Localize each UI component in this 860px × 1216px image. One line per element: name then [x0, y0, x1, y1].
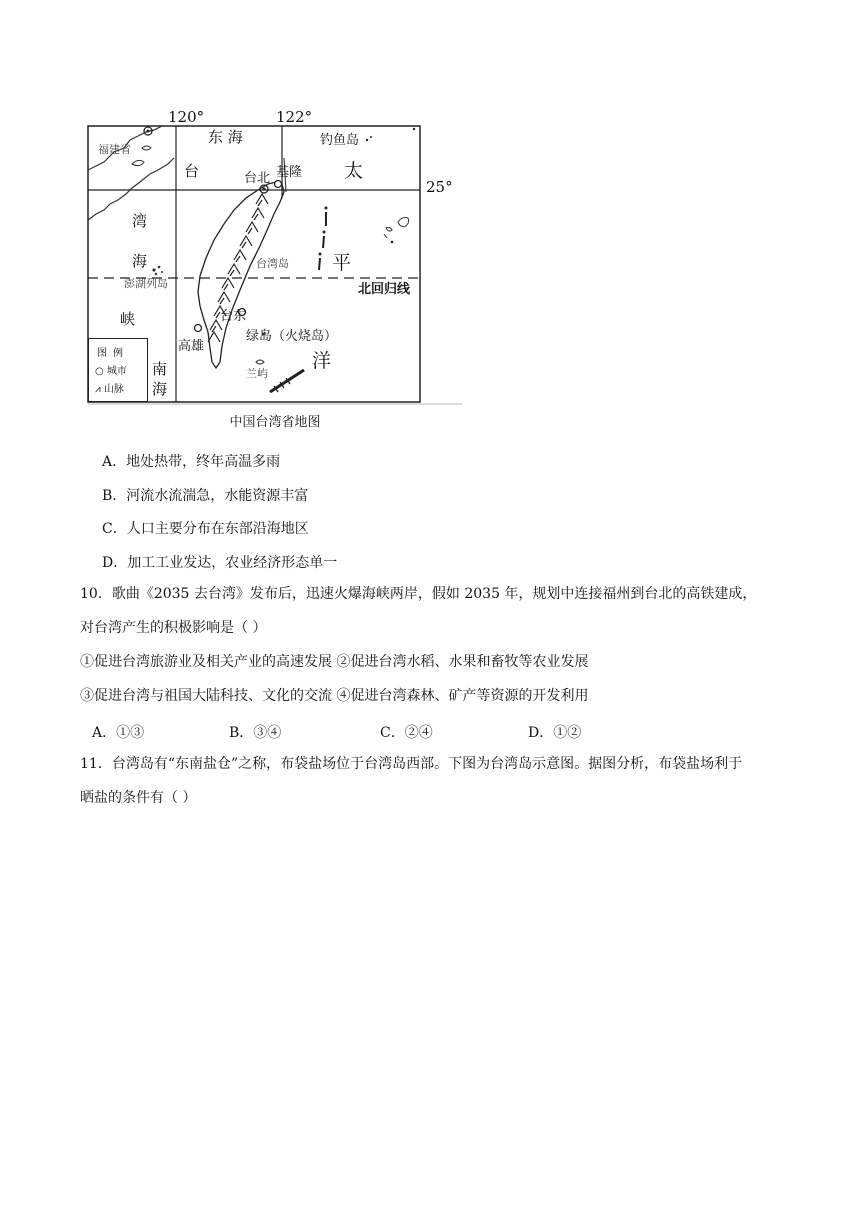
map-legend: [88, 338, 148, 402]
taiwan-island-label: 台湾岛: [256, 257, 289, 270]
diaoyu-dots: [366, 139, 368, 141]
q10-option-c: C．②④: [380, 725, 433, 741]
south-sea-char-hai: 海: [152, 380, 168, 398]
strait-char-wan: 湾: [132, 212, 148, 230]
keelung-label: 基隆: [276, 165, 303, 180]
kaohsiung-marker: [195, 325, 202, 332]
q10-stem-line2: 对台湾产生的积极影响是（ ）: [80, 620, 267, 636]
map-caption: 中国台湾省地图: [229, 415, 321, 430]
penghu-islands: [152, 266, 163, 276]
legend-title: 图例: [97, 348, 129, 359]
legend-mountain-label: 山脉: [103, 384, 124, 395]
q9-option-b: B．河流水流湍急，水能资源丰富: [102, 488, 309, 504]
city-circle-icon: ○: [95, 366, 104, 377]
taipei-label: 台北: [244, 171, 271, 186]
ocean-ridge-marks: [319, 212, 326, 270]
taiwan-map-figure: [80, 100, 470, 430]
q9-option-a: A．地处热带，终年高温多雨: [102, 454, 281, 470]
pacific-char-tai: 太: [344, 160, 364, 182]
tropic-label: 北回归线: [358, 282, 411, 297]
mountain-icon: ⩘: [95, 384, 101, 395]
pacific-char-ping: 平: [332, 252, 352, 274]
q9-option-c: C．人口主要分布在东部沿海地区: [102, 521, 309, 537]
strait-char-hai: 海: [132, 252, 148, 270]
coastal-islands: [132, 146, 151, 166]
q11-stem-line1: 11．台湾岛有“东南盐仓”之称，布袋盐场位于台湾岛西部。下图为台湾岛示意图。据图分析，布袋盐场利于: [80, 756, 743, 772]
keelung-marker: [275, 181, 282, 188]
legend-city-row: [95, 362, 127, 377]
q10-option-d: D．①②: [528, 725, 582, 741]
strait-char-tai: 台: [184, 162, 200, 180]
kaohsiung-label: 高雄: [178, 339, 205, 354]
green-island-label: 绿岛（火烧岛）: [246, 329, 338, 344]
diaoyu-label: 钓鱼岛: [320, 133, 360, 148]
q10-statements-3-4: ③促进台湾与祖国大陆科技、文化的交流 ④促进台湾森林、矿产等资源的开发利用: [80, 688, 589, 704]
q10-statements-1-2: ①促进台湾旅游业及相关产业的高速发展 ②促进台湾水稻、水果和畜牧等农业发展: [80, 654, 589, 670]
lon-120-label: 120°: [168, 108, 205, 126]
east-china-sea-label: 东 海: [208, 128, 243, 146]
fujian-label: 福建省: [98, 143, 131, 156]
north-arrow: [270, 370, 304, 392]
strait-char-xia: 峡: [120, 310, 136, 328]
q11-stem-line2: 晒盐的条件有（ ）: [80, 790, 197, 806]
lon-122-label: 122°: [276, 108, 313, 126]
south-sea-char-nan: 南: [152, 360, 168, 378]
penghu-label: 澎湖列岛: [124, 277, 168, 290]
taitung-label: 台东: [220, 309, 247, 324]
pacific-char-yang: 洋: [312, 350, 332, 372]
ryukyu-islands: [386, 218, 409, 232]
q10-option-b: B．③④: [229, 725, 282, 741]
lat-25-label: 25°: [426, 178, 453, 196]
legend-city-label: 城市: [106, 366, 127, 377]
fujian-coastline: [88, 126, 174, 220]
q10-stem-line1: 10．歌曲《2035 去台湾》发布后，迅速火爆海峡两岸，假如 2035 年，规划中连接福州到台北的高铁建成，: [80, 586, 757, 602]
lanyu-shape: [256, 360, 264, 364]
lanyu-label: 兰屿: [246, 367, 268, 380]
legend-mountain-row: [95, 380, 124, 395]
q10-option-a: A．①③: [92, 725, 145, 741]
q9-option-d: D．加工工业发达，农业经济形态单一: [102, 555, 338, 571]
